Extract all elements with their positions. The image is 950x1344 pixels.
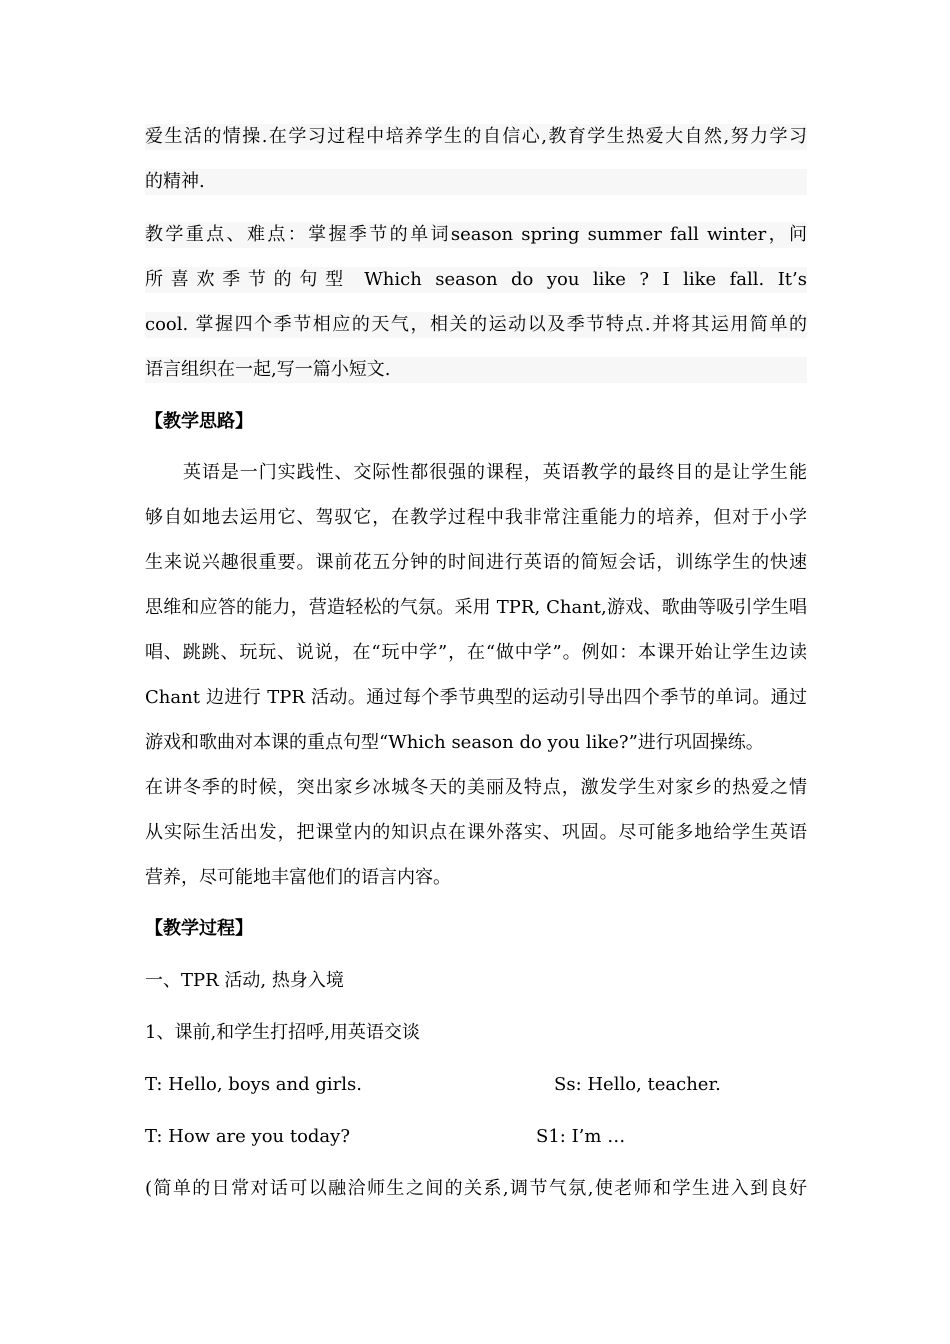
dialog-line-2 (145, 1124, 807, 1150)
paragraph-keypoints-line-3: cool. 掌握四个季节相应的天气，相关的运动以及季节特点.并将其运用简单的 (145, 312, 807, 338)
paragraph-thinking-line-5: 唱、跳跳、玩玩、说说，在“玩中学”，在“做中学”。例如：本课开始让学生边读 (145, 642, 807, 663)
paragraph-thinking-line-10: 营养，尽可能地丰富他们的语言内容。 (145, 867, 451, 888)
section-1-title: 一、TPR 活动, 热身入境 (145, 970, 344, 991)
paragraph-thinking-line-9: 从实际生活出发，把课堂内的知识点在课外落实、巩固。尽可能多地给学生英语 (145, 822, 807, 843)
dialog-line-1 (145, 1072, 807, 1098)
heading-teaching-process: 【教学过程】 (145, 918, 253, 939)
dialog-2-student: S1: I’m … (536, 1126, 626, 1147)
paragraph-goals-line-2: 的精神. (145, 169, 807, 195)
paragraph-goals-line-1: 爱生活的情操.在学习过程中培养学生的自信心,教育学生热爱大自然,努力学习 (145, 124, 807, 150)
dialog-1-teacher: T: Hello, boys and girls. (145, 1074, 362, 1095)
paragraph-thinking-line-8: 在讲冬季的时候，突出家乡冰城冬天的美丽及特点，激发学生对家乡的热爱之情 (145, 777, 807, 798)
note-line: (简单的日常对话可以融洽师生之间的关系,调节气氛,使老师和学生进入到良好 (145, 1178, 807, 1199)
paragraph-thinking-line-1: 英语是一门实践性、交际性都很强的课程，英语教学的最终目的是让学生能 (183, 462, 807, 483)
paragraph-thinking-line-3: 生来说兴趣很重要。课前花五分钟的时间进行英语的简短会话，训练学生的快速 (145, 552, 807, 573)
dialog-1-student: Ss: Hello, teacher. (554, 1074, 721, 1095)
paragraph-keypoints-line-1: 教学重点、难点：掌握季节的单词season spring summer fall winter，问 (145, 222, 807, 248)
paragraph-keypoints-line-2: 所喜欢季节的句型 Which season do you like ? I like fall. It’s (145, 267, 807, 293)
paragraph-keypoints-line-4: 语言组织在一起,写一篇小短文. (145, 357, 807, 383)
section-1-item-1: 1、课前,和学生打招呼,用英语交谈 (145, 1022, 420, 1043)
paragraph-thinking-line-7: 游戏和歌曲对本课的重点句型“Which season do you like?”进行巩固操练。 (145, 732, 764, 753)
paragraph-thinking-line-2: 够自如地去运用它、驾驭它，在教学过程中我非常注重能力的培养，但对于小学 (145, 507, 807, 528)
paragraph-thinking-line-6: Chant 边进行 TPR 活动。通过每个季节典型的运动引导出四个季节的单词。通过 (145, 687, 807, 708)
dialog-2-teacher: T: How are you today? (145, 1126, 350, 1147)
paragraph-thinking-line-4: 思维和应答的能力，营造轻松的气氛。采用 TPR, Chant,游戏、歌曲等吸引学生唱 (145, 597, 807, 618)
heading-teaching-thinking: 【教学思路】 (145, 411, 253, 432)
